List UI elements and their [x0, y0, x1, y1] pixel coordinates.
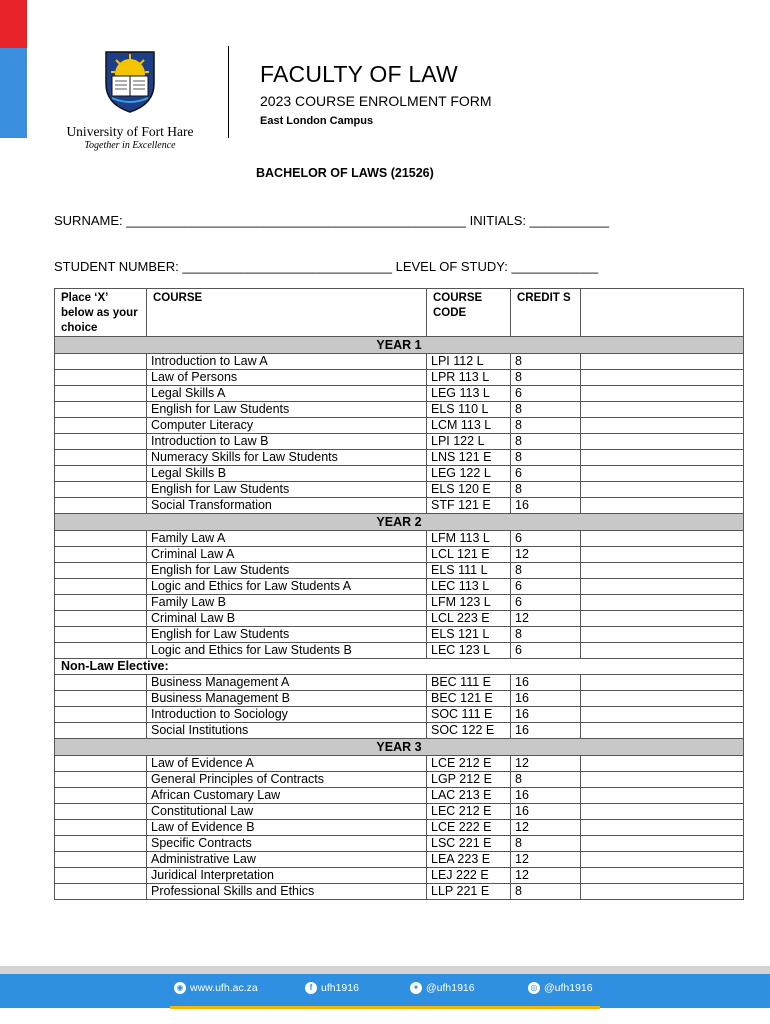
credits-cell: 8 [511, 418, 581, 434]
blank-cell [581, 386, 744, 402]
table-row [55, 772, 744, 788]
blank-cell [581, 418, 744, 434]
credits-cell: 6 [511, 531, 581, 547]
choice-cell[interactable] [55, 756, 147, 772]
blank-cell [581, 498, 744, 514]
blank-cell [581, 611, 744, 627]
edge-blue-bar [0, 48, 27, 138]
choice-cell[interactable] [55, 884, 147, 900]
table-row [55, 723, 744, 739]
blank-cell [581, 691, 744, 707]
credits-cell: 16 [511, 723, 581, 739]
credits-cell: 8 [511, 772, 581, 788]
course-code-cell: LCL 121 E [427, 547, 511, 563]
choice-cell[interactable] [55, 595, 147, 611]
credits-cell: 12 [511, 820, 581, 836]
table-header-row [55, 289, 744, 337]
choice-cell[interactable] [55, 804, 147, 820]
choice-cell[interactable] [55, 386, 147, 402]
table-row [55, 579, 744, 595]
footer-accent-line [170, 1006, 600, 1009]
course-name-cell: Introduction to Law A [147, 354, 427, 370]
table-row [55, 386, 744, 402]
year-label: YEAR 1 [55, 337, 744, 354]
course-name-cell: Criminal Law A [147, 547, 427, 563]
footer-instagram[interactable] [528, 982, 593, 994]
course-name-cell: Social Institutions [147, 723, 427, 739]
course-name-cell: English for Law Students [147, 482, 427, 498]
blank-cell [581, 804, 744, 820]
choice-cell[interactable] [55, 868, 147, 884]
choice-cell[interactable] [55, 772, 147, 788]
university-tagline: Together in Excellence [84, 140, 176, 151]
course-code-cell: LEC 123 L [427, 643, 511, 659]
credits-cell: 6 [511, 386, 581, 402]
choice-cell[interactable] [55, 482, 147, 498]
credits-cell: 16 [511, 788, 581, 804]
blank-cell [581, 434, 744, 450]
blank-cell [581, 482, 744, 498]
surname-field[interactable]: SURNAME: _______________________________________________ INITIALS: ___________ [54, 213, 610, 228]
table-row [55, 354, 744, 370]
course-code-cell: LEC 113 L [427, 579, 511, 595]
code-header: COURSE CODE [427, 289, 511, 337]
blank-cell [581, 868, 744, 884]
course-code-cell: LPI 122 L [427, 434, 511, 450]
course-code-cell: ELS 121 L [427, 627, 511, 643]
choice-cell[interactable] [55, 450, 147, 466]
table-row [55, 627, 744, 643]
blank-cell [581, 820, 744, 836]
course-name-cell: Specific Contracts [147, 836, 427, 852]
choice-cell[interactable] [55, 579, 147, 595]
course-code-cell: LEG 113 L [427, 386, 511, 402]
course-table [54, 288, 744, 900]
table-row [55, 852, 744, 868]
course-name-cell: Legal Skills B [147, 466, 427, 482]
blank-cell [581, 370, 744, 386]
course-code-cell: LLP 221 E [427, 884, 511, 900]
twitter-icon: ✦ [410, 982, 422, 994]
course-code-cell: LCM 113 L [427, 418, 511, 434]
blank-cell [581, 466, 744, 482]
footer-grey-band [0, 966, 770, 974]
table-row [55, 836, 744, 852]
credits-cell: 16 [511, 498, 581, 514]
course-code-cell: LEA 223 E [427, 852, 511, 868]
course-name-cell: Law of Evidence A [147, 756, 427, 772]
table-row [55, 418, 744, 434]
blank-cell [581, 643, 744, 659]
blank-cell [581, 547, 744, 563]
credits-cell: 16 [511, 675, 581, 691]
course-code-cell: LFM 123 L [427, 595, 511, 611]
elective-header-row [55, 659, 744, 675]
choice-cell[interactable] [55, 547, 147, 563]
blank-cell [581, 723, 744, 739]
blank-cell [581, 836, 744, 852]
table-row [55, 482, 744, 498]
table-row [55, 884, 744, 900]
course-code-cell: BEC 111 E [427, 675, 511, 691]
course-name-cell: Law of Persons [147, 370, 427, 386]
choice-cell[interactable] [55, 466, 147, 482]
campus-name: East London Campus [260, 115, 374, 127]
course-code-cell: LNS 121 E [427, 450, 511, 466]
credits-header: CREDIT S [511, 289, 581, 337]
course-code-cell: LPR 113 L [427, 370, 511, 386]
choice-cell[interactable] [55, 498, 147, 514]
choice-cell[interactable] [55, 370, 147, 386]
choice-cell[interactable] [55, 531, 147, 547]
university-logo [55, 46, 205, 151]
course-name-cell: Family Law B [147, 595, 427, 611]
course-name-cell: Business Management B [147, 691, 427, 707]
instagram-icon: ◎ [528, 982, 540, 994]
student-number-field[interactable]: STUDENT NUMBER: _____________________________ LEVEL OF STUDY: ____________ [54, 259, 599, 274]
course-name-cell: English for Law Students [147, 563, 427, 579]
course-code-cell: ELS 110 L [427, 402, 511, 418]
table-row [55, 804, 744, 820]
year-label: YEAR 2 [55, 514, 744, 531]
course-name-cell: Business Management A [147, 675, 427, 691]
course-code-cell: LFM 113 L [427, 531, 511, 547]
course-code-cell: LGP 212 E [427, 772, 511, 788]
table-row [55, 466, 744, 482]
choice-cell[interactable] [55, 820, 147, 836]
course-code-cell: ELS 120 E [427, 482, 511, 498]
blank-cell [581, 772, 744, 788]
year-header-row [55, 739, 744, 756]
course-name-cell: General Principles of Contracts [147, 772, 427, 788]
crest-icon [102, 46, 158, 114]
course-code-cell: LEJ 222 E [427, 868, 511, 884]
table-row [55, 868, 744, 884]
course-name-cell: African Customary Law [147, 788, 427, 804]
table-row [55, 691, 744, 707]
table-row [55, 450, 744, 466]
website-text: www.ufh.ac.za [190, 982, 258, 994]
blank-cell [581, 852, 744, 868]
table-row [55, 756, 744, 772]
credits-cell: 6 [511, 579, 581, 595]
table-row [55, 675, 744, 691]
course-name-cell: English for Law Students [147, 627, 427, 643]
table-row [55, 547, 744, 563]
table-row [55, 707, 744, 723]
credits-cell: 8 [511, 627, 581, 643]
choice-cell[interactable] [55, 418, 147, 434]
choice-cell[interactable] [55, 723, 147, 739]
course-name-cell: Juridical Interpretation [147, 868, 427, 884]
course-code-cell: SOC 111 E [427, 707, 511, 723]
degree-title: BACHELOR OF LAWS (21526) [256, 166, 434, 180]
course-code-cell: SOC 122 E [427, 723, 511, 739]
course-code-cell: BEC 121 E [427, 691, 511, 707]
course-name-cell: Introduction to Law B [147, 434, 427, 450]
course-code-cell: LCE 212 E [427, 756, 511, 772]
blank-cell [581, 788, 744, 804]
footer-website[interactable] [174, 982, 258, 994]
table-row [55, 370, 744, 386]
course-name-cell: English for Law Students [147, 402, 427, 418]
blank-cell [581, 354, 744, 370]
course-name-cell: Constitutional Law [147, 804, 427, 820]
course-code-cell: LCL 223 E [427, 611, 511, 627]
credits-cell: 8 [511, 434, 581, 450]
course-name-cell: Law of Evidence B [147, 820, 427, 836]
credits-cell: 8 [511, 836, 581, 852]
elective-label: Non-Law Elective: [55, 659, 744, 675]
credits-cell: 8 [511, 450, 581, 466]
footer-bar [0, 974, 770, 1008]
instagram-text: @ufh1916 [544, 982, 593, 994]
course-name-cell: Introduction to Sociology [147, 707, 427, 723]
credits-cell: 6 [511, 466, 581, 482]
course-code-cell: LSC 221 E [427, 836, 511, 852]
choice-cell[interactable] [55, 611, 147, 627]
table-row [55, 531, 744, 547]
globe-icon: ◉ [174, 982, 186, 994]
credits-cell: 12 [511, 868, 581, 884]
course-code-cell: LEG 122 L [427, 466, 511, 482]
blank-cell [581, 531, 744, 547]
blank-cell [581, 563, 744, 579]
course-name-cell: Criminal Law B [147, 611, 427, 627]
credits-cell: 12 [511, 756, 581, 772]
table-row [55, 643, 744, 659]
credits-cell: 12 [511, 611, 581, 627]
credits-cell: 12 [511, 547, 581, 563]
course-name-cell: Administrative Law [147, 852, 427, 868]
blank-cell [581, 884, 744, 900]
edge-red-bar [0, 0, 27, 48]
course-code-cell: ELS 111 L [427, 563, 511, 579]
facebook-icon: f [305, 982, 317, 994]
table-row [55, 788, 744, 804]
table-row [55, 498, 744, 514]
course-name-cell: Professional Skills and Ethics [147, 884, 427, 900]
course-code-cell: STF 121 E [427, 498, 511, 514]
choice-cell[interactable] [55, 643, 147, 659]
year-label: YEAR 3 [55, 739, 744, 756]
choice-cell[interactable] [55, 563, 147, 579]
credits-cell: 8 [511, 354, 581, 370]
course-header: COURSE [147, 289, 427, 337]
credits-cell: 8 [511, 370, 581, 386]
footer-facebook[interactable] [305, 982, 359, 994]
table-row [55, 402, 744, 418]
credits-cell: 8 [511, 402, 581, 418]
blank-header [581, 289, 744, 337]
blank-cell [581, 450, 744, 466]
blank-cell [581, 756, 744, 772]
course-name-cell: Family Law A [147, 531, 427, 547]
course-code-cell: LCE 222 E [427, 820, 511, 836]
course-name-cell: Logic and Ethics for Law Students B [147, 643, 427, 659]
table-row [55, 434, 744, 450]
credits-cell: 16 [511, 691, 581, 707]
blank-cell [581, 579, 744, 595]
course-name-cell: Computer Literacy [147, 418, 427, 434]
blank-cell [581, 595, 744, 611]
table-row [55, 820, 744, 836]
choice-cell[interactable] [55, 707, 147, 723]
choice-cell[interactable] [55, 836, 147, 852]
footer-twitter[interactable] [410, 982, 475, 994]
credits-cell: 8 [511, 884, 581, 900]
blank-cell [581, 707, 744, 723]
choice-cell[interactable] [55, 788, 147, 804]
course-code-cell: LEC 212 E [427, 804, 511, 820]
blank-cell [581, 675, 744, 691]
choice-cell[interactable] [55, 354, 147, 370]
facebook-text: ufh1916 [321, 982, 359, 994]
choice-cell[interactable] [55, 691, 147, 707]
credits-cell: 12 [511, 852, 581, 868]
choice-cell[interactable] [55, 402, 147, 418]
choice-cell[interactable] [55, 434, 147, 450]
course-name-cell: Social Transformation [147, 498, 427, 514]
table-row [55, 595, 744, 611]
twitter-text: @ufh1916 [426, 982, 475, 994]
header-divider [228, 46, 229, 138]
course-name-cell: Legal Skills A [147, 386, 427, 402]
blank-cell [581, 402, 744, 418]
choice-header: Place ‘X’ below as your choice [55, 289, 147, 337]
course-code-cell: LAC 213 E [427, 788, 511, 804]
table-row [55, 611, 744, 627]
course-code-cell: LPI 112 L [427, 354, 511, 370]
year-header-row [55, 337, 744, 354]
choice-cell[interactable] [55, 627, 147, 643]
faculty-title: FACULTY OF LAW [260, 61, 458, 87]
course-name-cell: Numeracy Skills for Law Students [147, 450, 427, 466]
form-title: 2023 COURSE ENROLMENT FORM [260, 93, 492, 109]
credits-cell: 6 [511, 643, 581, 659]
blank-cell [581, 627, 744, 643]
credits-cell: 6 [511, 595, 581, 611]
choice-cell[interactable] [55, 852, 147, 868]
university-name: University of Fort Hare [66, 124, 194, 139]
choice-cell[interactable] [55, 675, 147, 691]
credits-cell: 16 [511, 804, 581, 820]
course-name-cell: Logic and Ethics for Law Students A [147, 579, 427, 595]
credits-cell: 8 [511, 563, 581, 579]
year-header-row [55, 514, 744, 531]
table-row [55, 563, 744, 579]
credits-cell: 16 [511, 707, 581, 723]
credits-cell: 8 [511, 482, 581, 498]
